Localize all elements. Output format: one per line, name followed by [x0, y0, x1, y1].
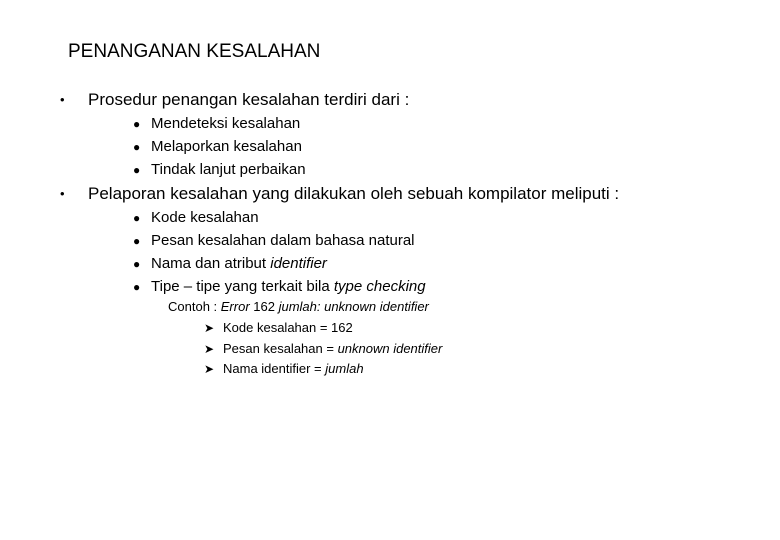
page-title: PENANGANAN KESALAHAN — [68, 41, 321, 62]
list-item-text-plain: Kode kesalahan — [151, 209, 259, 226]
example-detail-italic: unknown identifier — [337, 341, 443, 356]
list-item-text-italic: type checking — [333, 278, 426, 295]
example-message: jumlah: unknown identifier — [278, 299, 429, 314]
sub-bullet-icon: ● — [133, 257, 141, 271]
bullet-icon: • — [60, 186, 65, 201]
list-item-text-italic: identifier — [270, 255, 327, 272]
example-code: 162 — [249, 299, 279, 314]
bullet-heading-pelaporan: Pelaporan kesalahan yang dilakukan oleh sebuah kompilator meliputi : — [88, 184, 620, 203]
sub-bullet-icon: ● — [133, 163, 141, 177]
list-item-text-plain: Pesan kesalahan dalam bahasa natural — [151, 232, 415, 249]
list-item-text — [151, 277, 426, 297]
example-detail-plain: Kode kesalahan = 162 — [223, 320, 353, 335]
example-error-word: Error — [220, 299, 250, 314]
example-detail-plain: Nama identifier = — [223, 361, 326, 376]
list-item-text-plain: Tipe – tipe yang terkait bila — [151, 278, 334, 295]
bullet-icon: • — [60, 92, 65, 107]
sub-bullet-icon: ● — [133, 211, 141, 225]
bullet-heading-prosedur: Prosedur penangan kesalahan terdiri dari : — [88, 90, 410, 109]
list-item-text — [151, 231, 415, 251]
list-item-text: Melaporkan kesalahan — [151, 138, 302, 155]
list-item-text: Tindak lanjut perbaikan — [151, 161, 306, 178]
list-item-text — [151, 208, 259, 228]
list-item-text: Mendeteksi kesalahan — [151, 115, 301, 132]
example-detail-text — [223, 360, 364, 378]
arrow-bullet-icon: ➤ — [204, 342, 215, 356]
example-detail-text — [223, 340, 442, 358]
example-detail-text — [223, 319, 353, 337]
list-item-text — [151, 254, 327, 274]
sub-bullet-icon: ● — [133, 140, 141, 154]
example-prefix: Contoh : — [168, 299, 221, 314]
list-item-text-plain: Nama dan atribut — [151, 255, 271, 272]
example-line — [168, 298, 429, 316]
sub-bullet-icon: ● — [133, 234, 141, 248]
arrow-bullet-icon: ➤ — [204, 362, 215, 376]
example-detail-plain: Pesan kesalahan = — [223, 341, 338, 356]
sub-bullet-icon: ● — [133, 117, 141, 131]
arrow-bullet-icon: ➤ — [204, 321, 215, 335]
example-detail-italic: jumlah — [325, 361, 364, 376]
sub-bullet-icon: ● — [133, 280, 141, 294]
